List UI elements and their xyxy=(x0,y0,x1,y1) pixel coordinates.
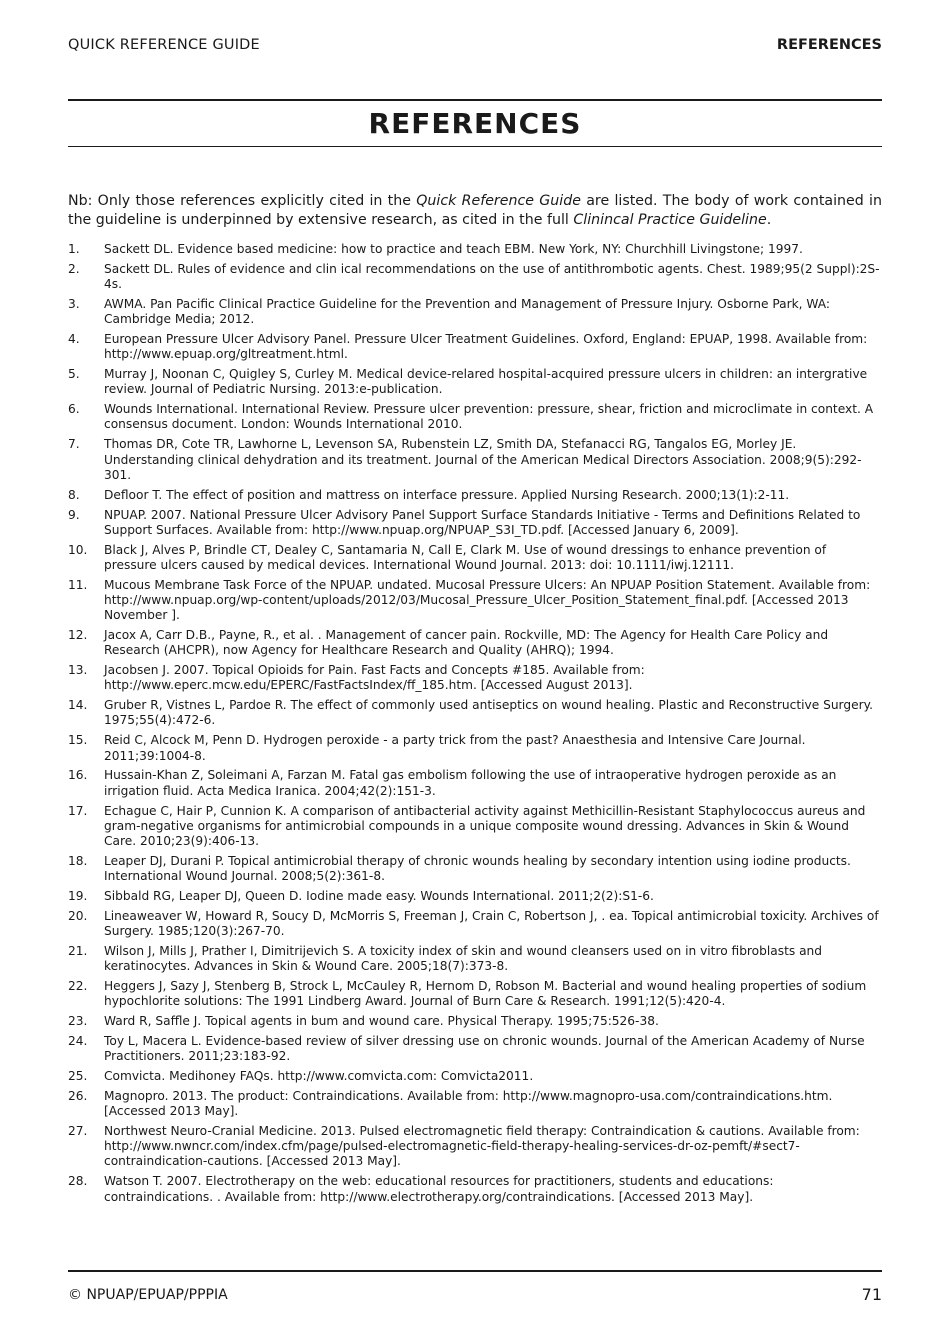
reference-text: Black J, Alves P, Brindle CT, Dealey C, Santamaria N, Call E, Clark M. Use of wound dressings to enhance prevention of pressure ulcers caused by medical devices. International Wound Journal. 2013: doi: 10.1111/iwj.12111. xyxy=(104,542,827,572)
reference-text: Leaper DJ, Durani P. Topical antimicrobial therapy of chronic wounds healing by secondary intention using iodine products. International Wound Journal. 2008;5(2):361-8. xyxy=(104,853,851,883)
reference-item xyxy=(68,242,882,257)
header-section-title: REFERENCES xyxy=(776,37,882,53)
reference-number: 27. xyxy=(68,1124,88,1139)
reference-item xyxy=(68,733,882,763)
reference-number: 4. xyxy=(68,332,80,347)
reference-item xyxy=(68,402,882,432)
reference-text: Reid C, Alcock M, Penn D. Hydrogen peroxide - a party trick from the past? Anaesthesia and Intensive Care Journal. 2011;39:1004-8. xyxy=(104,733,806,763)
header-divider xyxy=(68,99,882,101)
reference-item xyxy=(68,297,882,327)
reference-text: Mucous Membrane Task Force of the NPUAP. undated. Mucosal Pressure Ulcers: An NPUAP Position Statement. Available from: http://www.npuap.org/wp-content/uploads/2012/03/Mucosal_Pressure_Ulcer_Position_Statement_final.pdf. [Accessed 2013 November ]. xyxy=(104,577,871,623)
reference-text: Sackett DL. Rules of evidence and clin ical recommendations on the use of antithrombotic agents. Chest. 1989;95(2 Suppl):2S-4s. xyxy=(104,261,880,292)
intro-italic-clinical-practice-guideline: Clinincal Practice Guideline xyxy=(573,212,767,228)
intro-text-1: Nb: Only those references explicitly cited in the xyxy=(68,193,417,209)
reference-text: Lineaweaver W, Howard R, Soucy D, McMorris S, Freeman J, Crain C, Robertson J, . ea. Topical antimicrobial toxicity. Archives of Surgery. 1985;120(3):267-70. xyxy=(104,908,879,938)
intro-italic-quick-reference-guide: Quick Reference Guide xyxy=(416,193,581,209)
footer-divider xyxy=(68,1270,882,1272)
reference-number: 14. xyxy=(68,698,88,713)
reference-text: Sackett DL. Evidence based medicine: how to practice and teach EBM. New York, NY: Churchhill Livingstone; 1997. xyxy=(104,242,803,256)
reference-number: 7. xyxy=(68,437,80,452)
reference-item xyxy=(68,262,882,292)
reference-number: 21. xyxy=(68,943,88,958)
reference-text: Defloor T. The effect of position and mattress on interface pressure. Applied Nursing Research. 2000;13(1):2-11. xyxy=(104,487,790,502)
reference-number: 2. xyxy=(68,261,80,276)
reference-number: 23. xyxy=(68,1014,88,1029)
reference-text: Wilson J, Mills J, Prather I, Dimitrijevich S. A toxicity index of skin and wound cleansers used on in vitro fibroblasts and keratinocytes. Advances in Skin & Wound Care. 2005;18(7):373-8. xyxy=(104,943,823,974)
reference-number: 6. xyxy=(68,402,80,417)
reference-item xyxy=(68,508,882,538)
page-title: REFERENCES xyxy=(368,107,582,140)
reference-number: 1. xyxy=(68,242,80,256)
reference-item xyxy=(68,979,882,1009)
header-guide-title: QUICK REFERENCE GUIDE xyxy=(68,37,260,53)
reference-item xyxy=(68,1174,882,1204)
reference-number: 18. xyxy=(68,853,88,868)
reference-number: 8. xyxy=(68,487,80,502)
reference-number: 16. xyxy=(68,768,88,783)
reference-item xyxy=(68,889,882,904)
reference-item xyxy=(68,909,882,939)
reference-item xyxy=(68,1014,882,1029)
reference-text: Ward R, Saffle J. Topical agents in bum and wound care. Physical Therapy. 1995;75:526-38. xyxy=(104,1014,659,1029)
title-divider xyxy=(68,146,882,147)
reference-number: 17. xyxy=(68,803,88,818)
reference-number: 25. xyxy=(68,1069,88,1084)
reference-text: Gruber R, Vistnes L, Pardoe R. The effect of commonly used antiseptics on wound healing. Plastic and Reconstructive Surgery. 1975;55(4):472-6. xyxy=(104,698,873,728)
reference-number: 20. xyxy=(68,908,88,923)
reference-text: Jacobsen J. 2007. Topical Opioids for Pain. Fast Facts and Concepts #185. Available from: http://www.eperc.mcw.edu/EPERC/FastFactsIndex/ff_185.htm. [Accessed August 2013]. xyxy=(104,663,645,693)
reference-item xyxy=(68,543,882,573)
reference-item xyxy=(68,488,882,503)
reference-text: Northwest Neuro-Cranial Medicine. 2013. Pulsed electromagnetic field therapy: Contraindication & cautions. Available from: http://www.nwncr.com/index.cfm/page/pulsed-electromagnetic-field-therapy-healing-services-dr-oz-pemft/#sect7-contraindication-cautions. [Accessed 2013 May]. xyxy=(104,1124,860,1169)
reference-item xyxy=(68,578,882,624)
page-number: 71 xyxy=(861,1285,882,1304)
reference-text: Heggers J, Sazy J, Stenberg B, Strock L, McCauley R, Hernom D, Robson M. Bacterial and wound healing properties of sodium hypochlorite solutions: The 1991 Lindberg Award. Journal of Burn Care & Research. 1991;12(5):420-4. xyxy=(104,978,867,1009)
reference-item xyxy=(68,628,882,658)
reference-text: Hussain-Khan Z, Soleimani A, Farzan M. Fatal gas embolism following the use of intraoperative hydrogen peroxide as an irrigation fluid. Acta Medica Iranica. 2004;42(2):151-3. xyxy=(104,768,837,798)
reference-number: 13. xyxy=(68,663,88,678)
reference-item xyxy=(68,332,882,362)
reference-text: Thomas DR, Cote TR, Lawhorne L, Levenson SA, Rubenstein LZ, Smith DA, Stefanacci RG, Tangalos EG, Morley JE. Understanding clinical dehydration and its treatment. Journal of the American Medical Directors Association. 2008;9(5):292-301. xyxy=(104,437,862,482)
reference-text: AWMA. Pan Pacific Clinical Practice Guideline for the Prevention and Management of Pressure Injury. Osborne Park, WA: Cambridge Media; 2012. xyxy=(104,296,831,327)
page-footer xyxy=(68,1287,882,1307)
reference-item xyxy=(68,854,882,884)
reference-number: 9. xyxy=(68,507,80,522)
reference-number: 10. xyxy=(68,542,88,557)
footer-copyright: © NPUAP/EPUAP/PPPIA xyxy=(68,1287,228,1303)
reference-number: 11. xyxy=(68,577,88,592)
intro-note xyxy=(68,192,882,230)
reference-text: Magnopro. 2013. The product: Contraindications. Available from: http://www.magnopro-usa.com/contraindications.htm. [Accessed 2013 May]. xyxy=(104,1088,833,1119)
reference-text: NPUAP. 2007. National Pressure Ulcer Advisory Panel Support Surface Standards Initiative - Terms and Definitions Related to Support Surfaces. Available from: http://www.npuap.org/NPUAP_S3I_TD.pdf. [Accessed January 6, 2009]. xyxy=(104,507,861,537)
running-header xyxy=(68,37,882,57)
reference-text: Sibbald RG, Leaper DJ, Queen D. Iodine made easy. Wounds International. 2011;2(2):S1-6. xyxy=(104,888,654,903)
reference-item xyxy=(68,1089,882,1119)
reference-item xyxy=(68,367,882,397)
reference-number: 26. xyxy=(68,1088,88,1103)
document-page xyxy=(68,0,882,1342)
reference-number: 28. xyxy=(68,1174,88,1189)
reference-number: 22. xyxy=(68,978,88,993)
reference-item xyxy=(68,437,882,483)
reference-item xyxy=(68,698,882,728)
reference-text: Echague C, Hair P, Cunnion K. A comparison of antibacterial activity against Methicillin-Resistant Staphylococcus aureus and gram-negative organisms for antimicrobial compounds in a unique composite wound dressing. Advances in Skin & Wound Care. 2010;23(9):406-13. xyxy=(104,803,866,848)
reference-item xyxy=(68,768,882,798)
reference-item xyxy=(68,804,882,850)
reference-number: 15. xyxy=(68,733,88,748)
reference-number: 5. xyxy=(68,367,80,382)
reference-item xyxy=(68,1069,882,1084)
reference-item xyxy=(68,944,882,974)
reference-text: Murray J, Noonan C, Quigley S, Curley M. Medical device-relared hospital-acquired pressure ulcers in children: an intergrative review. Journal of Pediatric Nursing. 2013:e-publication. xyxy=(104,367,868,397)
reference-number: 3. xyxy=(68,296,80,311)
reference-text: European Pressure Ulcer Advisory Panel. Pressure Ulcer Treatment Guidelines. Oxford, England: EPUAP, 1998. Available from: http://www.epuap.org/gltreatment.html. xyxy=(104,332,868,362)
reference-number: 19. xyxy=(68,888,88,903)
reference-text: Jacox A, Carr D.B., Payne, R., et al. . Management of cancer pain. Rockville, MD: The Agency for Health Care Policy and Research (AHCPR), now Agency for Healthcare Research and Quality (AHRQ); 1994. xyxy=(104,628,829,658)
reference-text: Comvicta. Medihoney FAQs. http://www.comvicta.com: Comvicta2011. xyxy=(104,1069,534,1084)
intro-text-2: are listed. The body of work contained in the guideline is underpinned by extensive research, as cited in the full xyxy=(68,193,882,228)
intro-text-3: . xyxy=(766,212,772,228)
reference-number: 12. xyxy=(68,628,88,643)
reference-list xyxy=(68,242,882,1209)
reference-item xyxy=(68,1124,882,1170)
reference-item xyxy=(68,1034,882,1064)
reference-item xyxy=(68,663,882,693)
reference-text: Toy L, Macera L. Evidence-based review of silver dressing use on chronic wounds. Journal of the American Academy of Nurse Practitioners. 2011;23:183-92. xyxy=(104,1033,865,1064)
reference-text: Watson T. 2007. Electrotherapy on the web: educational resources for practitioners, students and educations: contraindications. . Available from: http://www.electrotherapy.org/contraindications. [Accessed 2013 May]. xyxy=(104,1174,774,1204)
reference-number: 24. xyxy=(68,1033,88,1048)
reference-text: Wounds International. International Review. Pressure ulcer prevention: pressure, shear, friction and microclimate in context. A consensus document. London: Wounds International 2010. xyxy=(104,402,874,432)
